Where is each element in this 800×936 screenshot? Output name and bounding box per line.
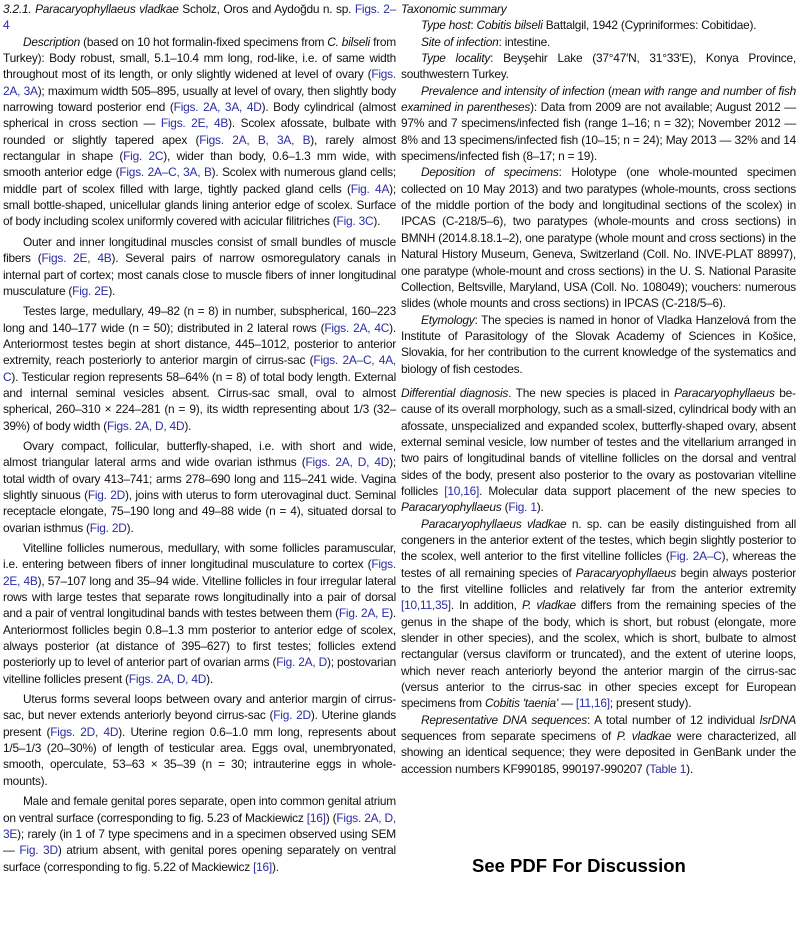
- italic-term: C. bilseli: [327, 34, 370, 49]
- text-run: . In addition,: [450, 598, 522, 613]
- reference-link[interactable]: Fig. 3D: [19, 843, 58, 858]
- reference-link[interactable]: Table 1: [649, 761, 687, 776]
- text-run: : A total number of 12 individual: [586, 712, 760, 727]
- text-run: (: [604, 83, 612, 98]
- text-run: : The species is named in honor of Vladka Hanzelová from the Institute of Parasitology of the Slovak Academy of Sciences in Košice, Slovakia, for her contribution to the current knowledge of the systematics and biology of fish cestodes.: [401, 312, 796, 376]
- text-run: ). Scolex afossate, bulbate with rounded or slightly tapered apex (: [3, 116, 396, 147]
- italic-term: Cobitis bilseli: [476, 18, 543, 33]
- text-run: ). Body cylindrical (almost spherical in cross section —: [3, 100, 396, 131]
- text-run: Vitelline follicles numerous, medullary, with some follicles paramuscular, i.e. entering between fibers of inner longitudinal musculature to cortex (: [3, 541, 396, 572]
- text-run: ), wider than body, 0.6–1.3 mm wide, with smooth anterior edge (: [3, 149, 396, 180]
- section-heading: [3, 1, 396, 34]
- text-run: ). Testicular region represents 58–64% (n = 8) of total body length. External and internal seminal vesicles absent. Cirrus-sac small, oval to almost spherical, 260–310 × 224–281 (n = 9), its width representing about 1/3 (32–39%) of body width (: [3, 369, 396, 433]
- reference-link[interactable]: Figs. 2A, 3A: [3, 67, 396, 98]
- reference-link[interactable]: [16]: [253, 859, 273, 874]
- italic-term: P. vladkae: [521, 598, 576, 613]
- text-run: Outer and inner longitudinal muscles consist of small bundles of muscle fibers (: [3, 234, 396, 266]
- muscles-paragraph: [3, 234, 396, 299]
- description-paragraph: [3, 34, 396, 230]
- reference-link[interactable]: Fig. 1: [508, 500, 537, 515]
- italic-term: Prevalence and intensity of infection: [421, 83, 605, 98]
- text-run: ), joins with uterus to form uterovaginal duct. Seminal receptacle elongate, 75–190 long and 49–88 wide (n = 4), situated dorsal to ovarian isthmus (: [3, 487, 396, 535]
- reference-link[interactable]: Fig. 2C: [123, 149, 164, 164]
- site-of-infection-paragraph: [401, 34, 796, 50]
- text-run: (: [501, 500, 509, 515]
- text-run: were characterized, all showing an identical sequence; they were deposited in GenBank under the accession numbers KF990185, 990197-990207 (: [401, 729, 796, 776]
- text-run: ).: [272, 859, 279, 874]
- reference-link[interactable]: Figs. 2–4: [3, 2, 396, 33]
- italic-term: Paracaryophyllaeus: [575, 565, 677, 580]
- reference-link[interactable]: Fig. 2E: [72, 283, 109, 298]
- italic-term: Description: [23, 34, 81, 49]
- text-run: Male and female genital pores separate, open into common genital atrium on ventral surface (corresponding to fig. 5.23 of Mackiewicz: [3, 794, 396, 825]
- ovary-paragraph: [3, 438, 396, 536]
- dna-sequences-paragraph: [401, 712, 796, 777]
- reference-link[interactable]: Figs. 2A, B, 3A, B: [199, 132, 311, 147]
- reference-link[interactable]: Figs. 2A, D, 3E: [3, 810, 396, 841]
- text-run: . Molecular data support placement of the new species to: [479, 483, 797, 498]
- text-run: Scholz, Oros and Aydoğdu n. sp.: [178, 2, 355, 16]
- italic-term: Paracaryophyllaeus vladkae: [421, 516, 567, 531]
- text-run: ; present study).: [609, 696, 692, 711]
- genital-pores-paragraph: [3, 793, 396, 875]
- text-run: from Turkey): Body robust, small, 5.1–10.4 mm long, rod-like, i.e. of same width throughout most of its length, or only slightly widened at level of ovary (: [3, 34, 396, 82]
- text-run: ). Uterine glands present (: [3, 708, 396, 739]
- reference-link[interactable]: Fig. 4A: [350, 181, 390, 196]
- text-run: (based on 10 hot formalin-fixed specimens from: [80, 34, 328, 49]
- text-run: ); small bottle-shaped, unicellular glands lining anterior edge of scolex. Surface of body including scolex uniformly covered with acicular filitriches (: [3, 181, 396, 229]
- italic-term: Differential diagnosis: [401, 385, 509, 400]
- prevalence-paragraph: [401, 83, 796, 165]
- text-run: ), rarely almost rectangular in shape (: [3, 132, 396, 164]
- text-run: . The new species is placed in: [508, 385, 675, 400]
- left-column: [3, 1, 396, 875]
- reference-link[interactable]: Fig. 2A, D: [276, 655, 327, 670]
- italic-term: Representative DNA sequences: [421, 712, 587, 727]
- text-run: ). Uterine region 0.6–1.0 mm long, represents about 1/5–1/3 (20–30%) of length of testicular area. Eggs oval, unembryonated, smooth, operculate, 53–63 × 35–39 (n = 30; intrauterine eggs in whole-mounts).: [3, 724, 396, 788]
- reference-link[interactable]: Figs. 2E, 4B: [3, 557, 396, 588]
- text-run: ) atrium absent, with genital pores opening separately on ventral surface (corresponding to fig. 5.22 of Mackiewicz: [3, 843, 396, 874]
- reference-link[interactable]: Figs. 2A, D, 4D: [107, 418, 185, 433]
- italic-term: P. vladkae: [616, 729, 672, 744]
- reference-link[interactable]: [16]: [306, 810, 326, 825]
- differential-diagnosis-paragraph: [401, 385, 796, 516]
- reference-link[interactable]: [11,16]: [575, 696, 610, 711]
- reference-link[interactable]: Fig. 2D: [273, 708, 311, 723]
- reference-link[interactable]: Figs. 2A, 3A, 4D: [173, 100, 262, 115]
- right-column: [401, 1, 796, 777]
- italic-term: Taxonomic summary: [401, 2, 507, 16]
- text-run: ).: [184, 418, 192, 433]
- text-run: ).: [536, 500, 544, 515]
- italic-term: mean with range and number of fish examined in parentheses: [401, 83, 796, 115]
- reference-link[interactable]: Figs. 2A, D, 4D: [305, 455, 390, 470]
- text-run: ).: [206, 671, 213, 686]
- type-locality-paragraph: [401, 50, 796, 83]
- reference-link[interactable]: Figs. 2E, 4B: [41, 251, 112, 266]
- reference-link[interactable]: Fig. 3C: [336, 214, 374, 229]
- type-host-paragraph: [401, 17, 796, 33]
- reference-link[interactable]: Figs. 2E, 4B: [160, 116, 229, 131]
- distinguishing-features-paragraph: [401, 516, 796, 712]
- deposition-paragraph: [401, 164, 796, 311]
- italic-term: Paracaryophyllaeus: [674, 385, 775, 400]
- reference-link[interactable]: Figs. 2A–C, 4A, C: [3, 353, 396, 384]
- text-run: Testes large, medullary, 49–82 (n = 8) in number, subspherical, 160–223 long and 140–177 wide (n = 50); distributed in 2 lateral rows (: [3, 304, 396, 335]
- text-run: ); rarely (in 1 of 7 type specimens and in a specimen observed using SEM —: [3, 826, 396, 858]
- reference-link[interactable]: Fig. 2A, E: [338, 606, 390, 621]
- text-run: : intestine.: [498, 34, 551, 49]
- text-run: ).: [686, 761, 693, 776]
- text-run: ); total width of ovary 413–741; arms 278–690 long and 115–241 wide. Vagina slightly sinuous (: [3, 455, 396, 502]
- reference-link[interactable]: Fig. 2D: [87, 487, 126, 502]
- text-run: ).: [108, 283, 116, 298]
- italic-term: Site of infection: [421, 34, 499, 49]
- text-run: differs from the remaining species of the genus in the shape of the body, which is short, but robust (elongate, more slender in other species), and the scolex, which is short, bulbate to almost rectangular (versus claviform or truncated), and the extent of uterine loops, which never reach anteriorly beyond the anterior margin of the cirrus-sac (versus anterior to the cirrus-sac in other species except for European specimens from: [401, 598, 796, 711]
- text-run: :: [470, 18, 477, 33]
- text-run: Battalgil, 1942 (Cypriniformes: Cobitidae).: [542, 18, 757, 33]
- text-run: begin always posterior to the first vitelline follicles and relatively far from the anterior extremity: [401, 565, 796, 597]
- italic-term: Cobitis 'taenia': [484, 696, 559, 711]
- text-run: ).: [373, 214, 381, 229]
- text-run: ); postovarian vitelline follicles present (: [3, 655, 396, 686]
- text-run: ).: [126, 520, 134, 535]
- text-run: because of its overall morphology, such as a small-sized, cylindrical body with an afossate, unspecialized and expanded scolex, butterfly-shaped ovary, absent external seminal vesicle, low number of testes and the vitellarium arranged in two pairs of longitudinal bands of vitelline follicles on the dorsal and ventral sides of the body, present also posterior to the ovary as postovarian vitelline follicles: [401, 385, 796, 498]
- reference-link[interactable]: [10,16]: [444, 483, 480, 498]
- see-pdf-note: See PDF For Discussion: [472, 855, 686, 876]
- text-run: Uterus forms several loops between ovary and anterior margin of cirrus-sac, but never extends anteriorly beyond cirrus-sac (: [3, 692, 396, 723]
- etymology-paragraph: [401, 312, 796, 377]
- text-run: ). Several pairs of narrow osmoregulatory canals in internal part of cortex; most canals close to muscle fibers of inner longitudinal musculature (: [3, 251, 396, 298]
- reference-link[interactable]: Figs. 2A, D, 4D: [128, 671, 207, 686]
- italic-term: Paracaryophyllaeus: [401, 500, 502, 515]
- text-run: —: [558, 696, 576, 711]
- text-run: ) (: [325, 810, 337, 825]
- italic-term: lsrDNA: [759, 712, 796, 727]
- vitelline-paragraph: [3, 540, 396, 687]
- text-run: ); maximum width 505–895, usually at level of ovary, then slightly body narrowing toward posterior end (: [3, 83, 396, 115]
- text-run: Ovary compact, follicular, butterfly-shaped, i.e. with short and wide, almost triangular lateral arms and wide ovarian isthmus (: [3, 438, 396, 470]
- testes-paragraph: [3, 303, 396, 434]
- text-run: ), 57–107 long and 35–94 wide. Vitelline follicles in four irregular lateral rows with large testes that separate rows longitudinally into a pair of dorsal and a pair of ventral longitudinal bands with testes between them (: [3, 573, 396, 621]
- reference-link[interactable]: Fig. 2D: [89, 520, 127, 535]
- text-run: ): Data from 2009 are not available; August 2012 — 97% and 7 specimens/infected fish (range 1–16; n = 32); November 2012 — 8% and 13 specimens/infected fish (10–15; n = 24); May 2013 — 32% and 14 specimens/infected fish (8–17; n = 19).: [401, 100, 796, 164]
- taxonomic-summary-heading: [401, 1, 796, 17]
- text-run: n. sp. can be easily distinguished from all congeners in the anterior extent of the testes, which begin slightly posterior to the scolex, well anterior to the first vitelline follicles (: [401, 516, 796, 564]
- reference-link[interactable]: [10,11,35]: [401, 598, 451, 613]
- italic-term: Type host: [421, 18, 471, 33]
- text-run: ). Anteriormost testes begin at short distance, 445–1012, posterior to anterior extremity, reach posteriorly to anterior margin of cirrus-sac (: [3, 320, 396, 368]
- reference-link[interactable]: Figs. 2D, 4D: [50, 724, 119, 739]
- text-run: ). Scolex with numerous gland cells; middle part of scolex filled with large, tightly packed gland cells (: [3, 165, 396, 196]
- uterus-paragraph: [3, 691, 396, 789]
- reference-link[interactable]: Fig. 2A–C: [669, 549, 722, 564]
- italic-term: Type locality: [421, 51, 491, 66]
- text-run: ). Anteriormost follicles begin 0.8–1.3 mm posterior to anterior edge of scolex, always posterior (at distance of 395–627) to first testes; follicles extend posteriorly up to level of anterior part of ovarian arms (: [3, 606, 397, 670]
- text-run: : Holotype (one whole-mounted specimen collected on 10 May 2013) and two paratypes (whole-mounts, cross sections of the middle portion of the body and longitudinal sections of the scolex) in IPCAS (C-218/5–6), two paratypes (whole-mounts and cross sections) in BMNH (2014.8.18.1–2), one paratype (whole mount and cross sections) in the Natural History Museum, Geneva, Switzerland (Coll. No. INVE-PLAT 88997), one paratype (whole-mount and cross sections) in the U. S. National Parasite Collection, Beltsville, Maryland, USA (Coll. No. 108049); vouchers: numerous slides (whole mounts and cross sections) in IPCAS (C-218/5–6).: [401, 165, 797, 311]
- text-run: sequences from separate specimens of: [401, 729, 617, 744]
- text-run: : Beyşehir Lake (37°47′N, 31°33′E), Konya Province, southwestern Turkey.: [401, 51, 797, 82]
- italic-term: Deposition of specimens: [421, 165, 559, 180]
- italic-term: 3.2.1. Paracaryophyllaeus vladkae: [3, 2, 179, 16]
- reference-link[interactable]: Figs. 2A–C, 3A, B: [119, 165, 212, 180]
- text-run: ), whereas the testes of all remaining species of: [401, 549, 797, 580]
- italic-term: Etymology: [421, 312, 475, 327]
- reference-link[interactable]: Figs. 2A, 4C: [324, 320, 390, 335]
